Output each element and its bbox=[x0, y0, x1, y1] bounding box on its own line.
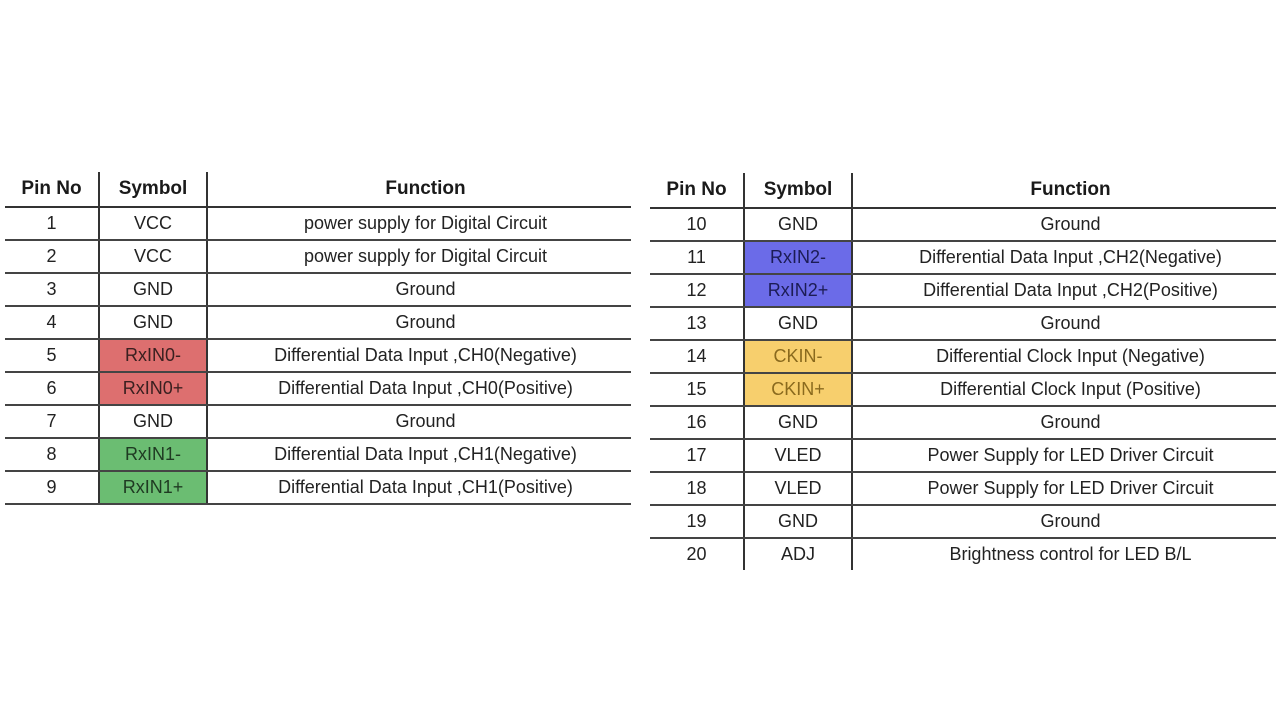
table-row bbox=[5, 405, 631, 438]
header-function: Function bbox=[852, 173, 1276, 208]
symbol-cell: RxIN0+ bbox=[99, 372, 207, 405]
table-row bbox=[650, 439, 1276, 472]
table-row bbox=[650, 538, 1276, 570]
function-cell: power supply for Digital Circuit bbox=[207, 207, 631, 240]
table-row bbox=[650, 340, 1276, 373]
table-row bbox=[5, 273, 631, 306]
table-row bbox=[650, 208, 1276, 241]
table-row bbox=[5, 438, 631, 471]
function-cell: Power Supply for LED Driver Circuit bbox=[852, 472, 1276, 505]
symbol-cell: GND bbox=[99, 405, 207, 438]
pin-number-cell: 10 bbox=[650, 208, 744, 241]
pin-number-cell: 6 bbox=[5, 372, 99, 405]
pin-number-cell: 5 bbox=[5, 339, 99, 372]
table-header-row bbox=[5, 172, 631, 207]
symbol-cell: RxIN1- bbox=[99, 438, 207, 471]
function-cell: Ground bbox=[852, 406, 1276, 439]
function-cell: Differential Data Input ,CH1(Negative) bbox=[207, 438, 631, 471]
table-row bbox=[650, 274, 1276, 307]
pin-number-cell: 8 bbox=[5, 438, 99, 471]
pin-table-right bbox=[650, 173, 1276, 570]
header-symbol: Symbol bbox=[99, 172, 207, 207]
function-cell: Ground bbox=[852, 505, 1276, 538]
function-cell: Power Supply for LED Driver Circuit bbox=[852, 439, 1276, 472]
function-cell: power supply for Digital Circuit bbox=[207, 240, 631, 273]
pin-number-cell: 4 bbox=[5, 306, 99, 339]
symbol-cell: GND bbox=[744, 307, 852, 340]
pin-number-cell: 17 bbox=[650, 439, 744, 472]
function-cell: Ground bbox=[207, 273, 631, 306]
pin-number-cell: 20 bbox=[686, 544, 707, 564]
function-cell: Differential Clock Input (Negative) bbox=[852, 340, 1276, 373]
function-cell: Ground bbox=[852, 307, 1276, 340]
symbol-cell: GND bbox=[744, 505, 852, 538]
symbol-cell: RxIN1+ bbox=[99, 471, 207, 504]
symbol-cell: RxIN2+ bbox=[744, 274, 852, 307]
symbol-cell: RxIN0- bbox=[99, 339, 207, 372]
table-row bbox=[650, 373, 1276, 406]
pin-table-right-body bbox=[650, 208, 1276, 570]
table-row bbox=[5, 339, 631, 372]
table-row bbox=[650, 406, 1276, 439]
function-cell: Differential Data Input ,CH0(Negative) bbox=[207, 339, 631, 372]
symbol-cell: VLED bbox=[744, 439, 852, 472]
pin-number-cell: 7 bbox=[5, 405, 99, 438]
pin-number-cell: 11 bbox=[650, 241, 744, 274]
pin-number-cell: 1 bbox=[5, 207, 99, 240]
function-cell: Ground bbox=[852, 208, 1276, 241]
pin-table-left bbox=[5, 172, 631, 505]
function-cell: Brightness control for LED B/L bbox=[949, 544, 1192, 564]
symbol-cell: GND bbox=[744, 406, 852, 439]
function-cell: Differential Clock Input (Positive) bbox=[852, 373, 1276, 406]
table-row bbox=[650, 505, 1276, 538]
symbol-cell: VCC bbox=[99, 240, 207, 273]
table-row bbox=[650, 241, 1276, 274]
pin-number-cell: 9 bbox=[5, 471, 99, 504]
table-header-row bbox=[650, 173, 1276, 208]
pin-number-cell: 18 bbox=[650, 472, 744, 505]
pin-number-cell: 12 bbox=[650, 274, 744, 307]
table-row bbox=[650, 307, 1276, 340]
function-cell: Differential Data Input ,CH2(Positive) bbox=[852, 274, 1276, 307]
table-row bbox=[5, 240, 631, 273]
symbol-cell: VCC bbox=[99, 207, 207, 240]
table-row bbox=[5, 471, 631, 504]
symbol-cell: GND bbox=[744, 208, 852, 241]
pin-number-cell: 2 bbox=[5, 240, 99, 273]
symbol-cell: GND bbox=[99, 273, 207, 306]
symbol-cell: RxIN2- bbox=[744, 241, 852, 274]
table-row bbox=[5, 306, 631, 339]
header-pin-no: Pin No bbox=[5, 172, 99, 207]
pin-table-left-body bbox=[5, 207, 631, 504]
function-cell: Ground bbox=[207, 405, 631, 438]
pin-number-cell: 14 bbox=[650, 340, 744, 373]
symbol-cell: ADJ bbox=[744, 538, 852, 570]
pin-number-cell: 19 bbox=[650, 505, 744, 538]
table-row bbox=[5, 207, 631, 240]
pin-number-cell: 15 bbox=[650, 373, 744, 406]
table-row bbox=[5, 372, 631, 405]
symbol-cell: CKIN- bbox=[744, 340, 852, 373]
pin-number-cell: 3 bbox=[5, 273, 99, 306]
header-function: Function bbox=[207, 172, 631, 207]
pin-number-cell: 16 bbox=[650, 406, 744, 439]
function-cell: Differential Data Input ,CH2(Negative) bbox=[852, 241, 1276, 274]
symbol-cell: VLED bbox=[744, 472, 852, 505]
pin-number-cell: 13 bbox=[650, 307, 744, 340]
function-cell: Differential Data Input ,CH1(Positive) bbox=[207, 471, 631, 504]
table-row bbox=[650, 472, 1276, 505]
header-symbol: Symbol bbox=[744, 173, 852, 208]
function-cell: Ground bbox=[207, 306, 631, 339]
symbol-cell: GND bbox=[99, 306, 207, 339]
function-cell: Differential Data Input ,CH0(Positive) bbox=[207, 372, 631, 405]
symbol-cell: CKIN+ bbox=[744, 373, 852, 406]
header-pin-no: Pin No bbox=[650, 173, 744, 208]
